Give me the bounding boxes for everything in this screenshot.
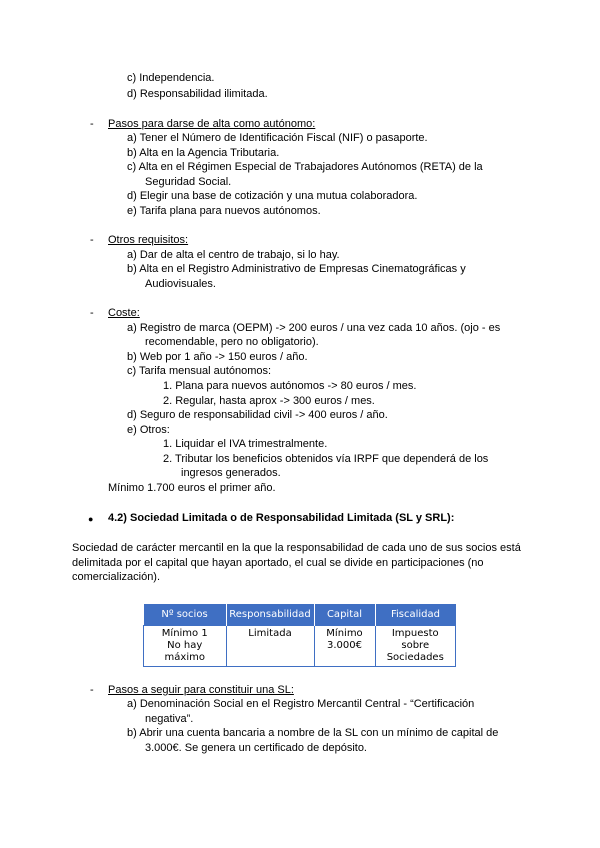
list-item: a) Denominación Social en el Registro Mercantil Central - “Certificación — [127, 698, 475, 710]
cell-line: No hay máximo — [164, 640, 205, 663]
list-item-continuation: recomendable, pero no obligatorio). — [145, 336, 319, 348]
dash-bullet: - — [90, 234, 94, 246]
section-heading: Pasos a seguir para constituir una SL: — [108, 684, 294, 696]
list-item: d) Elegir una base de cotización y una mutua colaboradora. — [127, 190, 418, 202]
list-item: a) Tener el Número de Identificación Fiscal (NIF) o pasaporte. — [127, 132, 428, 144]
sub-list-item: 1. Liquidar el IVA trimestralmente. — [163, 438, 328, 450]
section-heading: Otros requisitos: — [108, 234, 189, 246]
table-header: Nº socios — [144, 604, 227, 626]
cell-line: Limitada — [248, 628, 292, 639]
list-item-continuation: 3.000€. Se genera un certificado de depósito. — [145, 742, 367, 754]
list-item: b) Alta en la Agencia Tributaria. — [127, 147, 280, 159]
list-item: b) Web por 1 año -> 150 euros / año. — [127, 351, 308, 363]
list-item-continuation: Seguridad Social. — [145, 176, 232, 188]
list-item: d) Seguro de responsabilidad civil -> 400 euros / año. — [127, 409, 388, 421]
list-item: c) Tarifa mensual autónomos: — [127, 365, 272, 377]
paragraph-line: delimitada por el capital que hayan aportado, el cual se divide en participaciones (no — [72, 557, 484, 569]
cell-line: 3.000€ — [327, 640, 362, 651]
table-header: Responsabilidad — [226, 604, 314, 626]
table-row — [144, 626, 456, 667]
list-item: a) Dar de alta el centro de trabajo, si lo hay. — [127, 249, 340, 261]
list-item: d) Responsabilidad ilimitada. — [127, 88, 268, 100]
table-header-row — [144, 604, 456, 626]
dash-bullet: - — [90, 307, 94, 319]
list-item: b) Alta en el Registro Administrativo de Empresas Cinematográficas y — [127, 263, 466, 275]
cell-line: Mínimo 1 — [161, 628, 208, 639]
paragraph-line: Sociedad de carácter mercantil en la que la responsabilidad de cada uno de sus socios está — [72, 542, 521, 554]
dash-bullet: - — [90, 118, 94, 130]
cell-line: Impuesto sobre — [391, 628, 439, 651]
table-cell — [226, 626, 314, 667]
list-item: c) Independencia. — [127, 72, 215, 84]
section-title: 4.2) Sociedad Limitada o de Responsabilidad Limitada (SL y SRL): — [108, 512, 455, 524]
sub-list-item: 1. Plana para nuevos autónomos -> 80 euros / mes. — [163, 380, 417, 392]
list-item: a) Registro de marca (OEPM) -> 200 euros / una vez cada 10 años. (ojo - es — [127, 322, 501, 334]
list-item: b) Abrir una cuenta bancaria a nombre de la SL con un mínimo de capital de — [127, 727, 499, 739]
table-cell — [144, 626, 227, 667]
bullet-icon: ● — [88, 514, 94, 524]
table-header: Fiscalidad — [375, 604, 456, 626]
sub-list-item: 2. Tributar los beneficios obtenidos vía IRPF que dependerá de los — [163, 453, 489, 465]
sub-list-item: 2. Regular, hasta aprox -> 300 euros / mes. — [163, 395, 375, 407]
list-item: e) Tarifa plana para nuevos autónomos. — [127, 205, 321, 217]
sl-summary-table — [143, 604, 456, 667]
table-header: Capital — [314, 604, 375, 626]
cost-summary: Mínimo 1.700 euros el primer año. — [108, 482, 276, 494]
paragraph-line: comercialización). — [72, 571, 161, 583]
cell-line: Mínimo — [326, 628, 363, 639]
list-item-continuation: negativa”. — [145, 713, 194, 725]
list-item-continuation: Audiovisuales. — [145, 278, 216, 290]
cell-line: Sociedades — [386, 652, 444, 663]
sub-list-item-continuation: ingresos generados. — [181, 467, 281, 479]
list-item: e) Otros: — [127, 424, 170, 436]
section-heading: Coste: — [108, 307, 140, 319]
table-cell — [375, 626, 456, 667]
table-cell — [314, 626, 375, 667]
dash-bullet: - — [90, 684, 94, 696]
section-heading: Pasos para darse de alta como autónomo: — [108, 118, 316, 130]
list-item: c) Alta en el Régimen Especial de Trabajadores Autónomos (RETA) de la — [127, 161, 483, 173]
